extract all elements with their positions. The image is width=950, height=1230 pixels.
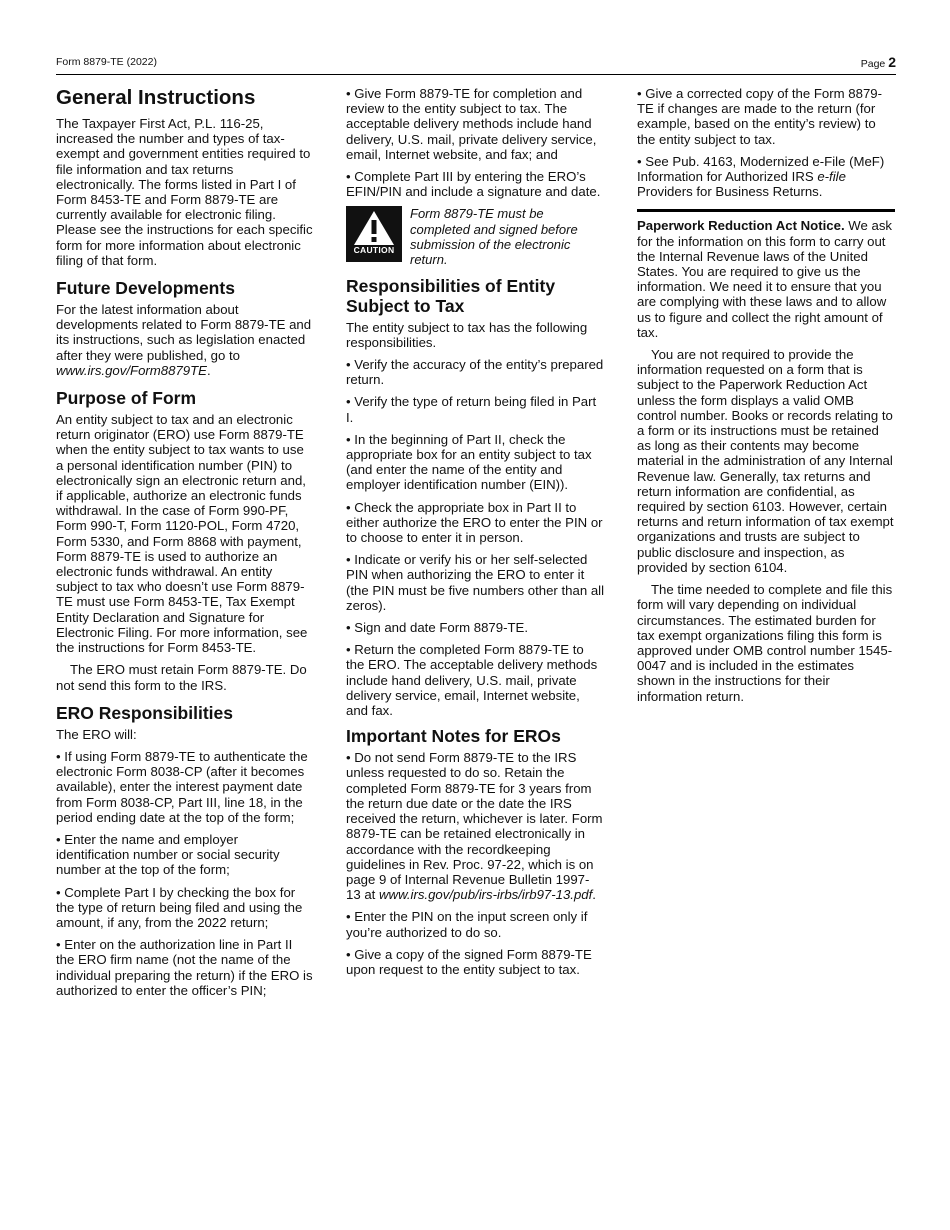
general-paragraph: The Taxpayer First Act, P.L. 116-25, increased the number and types of tax-exempt and government entities required to file information and tax returns electronically. The forms listed in Part I of Form 8453-TE and Form 8879-TE are currently available for electronic filing. Please see the instructions for each specific form for more information about electronic filing of that form. bbox=[56, 116, 313, 268]
irb-link[interactable]: www.irs.gov/pub/irs-irbs/irb97-13.pdf bbox=[379, 887, 593, 903]
page-indicator bbox=[861, 54, 896, 70]
caution-text: Form 8879-TE must be completed and signed before submission of the electronic return. bbox=[410, 206, 578, 268]
column-3 bbox=[637, 86, 895, 711]
entity-bullet-5: • Indicate or verify his or her self-selected PIN when authorizing the ERO to enter it (the PIN must be five numbers other than all zeros). bbox=[346, 552, 605, 613]
page-header bbox=[56, 54, 896, 75]
caution-icon bbox=[346, 206, 402, 262]
notes-bullet-1-end: . bbox=[592, 887, 596, 903]
future-link[interactable]: www.irs.gov/Form8879TE bbox=[56, 362, 207, 378]
entity-bullet-7: • Return the completed Form 8879-TE to the ERO. The acceptable delivery methods include hand delivery, U.S. mail, private delivery service, email, Internet website, and fax. bbox=[346, 642, 598, 719]
ero-bullet-1: • If using Form 8879-TE to authenticate the electronic Form 8038-CP (after it becomes available), enter the interest payment date from Form 8038-CP, Part III, line 18, in the period ending date at the top of the form; bbox=[56, 748, 308, 825]
notes-bullet-5 bbox=[637, 154, 895, 200]
caution-icon-label: CAUTION bbox=[353, 245, 395, 256]
entity-bullet-1: • Verify the accuracy of the entity’s prepared return. bbox=[346, 357, 604, 388]
future-period: . bbox=[206, 362, 211, 378]
ero-bullet-3: • Complete Part I by checking the box for the type of return being filed and using the amount, if any, from the 2022 return; bbox=[56, 884, 303, 930]
section-divider bbox=[637, 209, 895, 212]
future-text: For the latest information about developments related to Form 8879-TE and its instructions, such as legislation enacted after they were published, go to bbox=[56, 302, 312, 363]
future-developments-heading: Future Developments bbox=[56, 278, 235, 299]
notes-bullet-5-pre: • See Pub. 4163, Modernized e-File (MeF) Information for Authorized IRS bbox=[637, 153, 885, 185]
ero-bullet-5: • Give Form 8879-TE for completion and review to the entity subject to tax. The acceptable delivery methods include hand delivery, U.S. mail, private delivery service, email, Internet website, and fax; and bbox=[346, 86, 597, 162]
entity-bullet-3: • In the beginning of Part II, check the appropriate box for an entity subject to tax (and enter the name of the entity and employer identification number (EIN)). bbox=[346, 431, 592, 493]
entity-responsibilities-heading: Responsibilities of Entity Subject to Tax bbox=[346, 275, 556, 316]
notes-bullet-5-post: Providers for Business Returns. bbox=[637, 184, 823, 200]
notes-bullet-2: • Enter the PIN on the input screen only if you’re authorized to do so. bbox=[346, 909, 588, 940]
efile-italic: e-file bbox=[817, 169, 846, 185]
entity-bullet-4: • Check the appropriate box in Part II to either authorize the ERO to enter the PIN or to choose to enter it in person. bbox=[346, 499, 603, 546]
paperwork-paragraph-3: The time needed to complete and file this form will vary depending on individual circumstances. The estimated burden for tax exempt organizations filing this form is approved under OMB control number 1545-0047 and is included in the estimates shown in the instructions for their information return. bbox=[637, 582, 893, 704]
ero-bullet-6: • Complete Part III by entering the ERO’s EFIN/PIN and include a signature and date. bbox=[346, 169, 601, 200]
important-notes-heading: Important Notes for EROs bbox=[346, 726, 561, 747]
page-number: 2 bbox=[888, 54, 896, 70]
caution-box bbox=[346, 206, 604, 267]
entity-bullet-6: • Sign and date Form 8879-TE. bbox=[346, 620, 529, 636]
notes-bullet-3: • Give a copy of the signed Form 8879-TE upon request to the entity subject to tax. bbox=[346, 946, 592, 977]
general-instructions-heading: General Instructions bbox=[56, 86, 256, 109]
ero-responsibilities-heading: ERO Responsibilities bbox=[56, 702, 233, 723]
future-paragraph bbox=[56, 302, 314, 378]
notes-bullet-1-text: • Do not send Form 8879-TE to the IRS unless requested to do so. Retain the completed Form 8879-TE for 3 years from the return due date or the date the IRS received the return, whichever is later. Form 8879-TE can be retained electronically in accordance with the recordkeeping guidelines in Rev. Proc. 97-22, which is on page 9 of Internal Revenue Bulletin 1997-13 at bbox=[346, 750, 603, 903]
paperwork-paragraph-2: You are not required to provide the information requested on a form that is subject to the Paperwork Reduction Act unless the form displays a valid OMB control number. Books or records relating to a form or its instructions must be retained as long as their contents may become material in the administration of any Internal Revenue law. Generally, tax returns and return information are confidential, as required by section 6103. However, certain returns and return information of tax exempt organizations and trusts are subject to public disclosure and inspection, as provided by section 6104. bbox=[637, 347, 894, 575]
purpose-paragraph-2: The ERO must retain Form 8879-TE. Do not send this form to the IRS. bbox=[56, 662, 307, 693]
notes-bullet-1 bbox=[346, 750, 604, 902]
purpose-paragraph-1: An entity subject to tax and an electronic return originator (ERO) use Form 8879-TE when the entity subject to tax wants to use a personal identification number (PIN) to electronically sign an electronic return and, if applicable, authorize an electronic funds withdrawal. In the case of Form 990-PF, Form 990-T, Form 1120-POL, Form 4720, Form 5330, and Form 8868 with payment, Form 8879-TE is used to authorize an electronic funds withdrawal. An entity subject to tax who doesn’t use Form 8879-TE must use Form 8453-TE, Tax Exempt Entity Declaration and Signature for Electronic Filing. For more information, see the instructions for Form 8453-TE. bbox=[56, 412, 308, 656]
entity-bullet-2: • Verify the type of return being filed in Part I. bbox=[346, 394, 597, 425]
form-label: Form 8879-TE (2022) bbox=[56, 56, 157, 68]
paperwork-paragraph-1 bbox=[637, 218, 895, 340]
ero-intro: The ERO will: bbox=[56, 726, 137, 742]
notes-bullet-4: • Give a corrected copy of the Form 8879-TE if changes are made to the return (for example, based on the entity’s review) to the entity subject to tax. bbox=[637, 86, 883, 147]
column-1 bbox=[56, 86, 314, 1005]
ero-bullet-2: • Enter the name and employer identification number or social security number at the top of the form; bbox=[56, 831, 280, 878]
paperwork-text-1: We ask for the information on this form to carry out the Internal Revenue laws of the United States. You are required to give us the information. We need it to ensure that you are complying with these laws and to allow us to figure and collect the right amount of tax. bbox=[637, 218, 893, 340]
page-label: Page bbox=[860, 58, 886, 70]
purpose-heading: Purpose of Form bbox=[56, 388, 197, 409]
paperwork-heading: Paperwork Reduction Act Notice. bbox=[637, 218, 845, 234]
ero-bullet-4: • Enter on the authorization line in Part II the ERO firm name (not the name of the individual preparing the return) if the ERO is authorized to enter the officer’s PIN; bbox=[56, 937, 313, 998]
entity-intro: The entity subject to tax has the following responsibilities. bbox=[346, 319, 588, 350]
column-2 bbox=[346, 86, 604, 984]
